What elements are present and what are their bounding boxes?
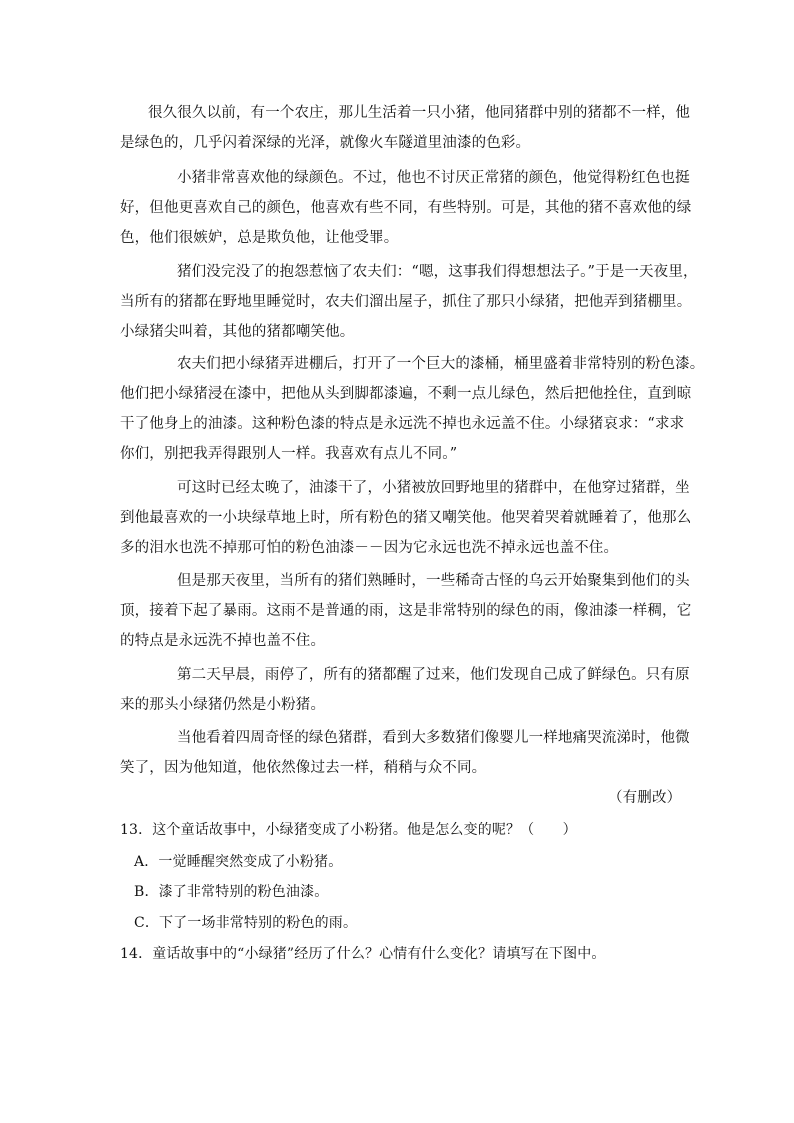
story-line: 多的泪水也洗不掉那可怕的粉色油漆－－因为它永远也洗不掉永远也盖不住。: [120, 540, 619, 556]
story-line: 的特点是永远洗不掉也盖不住。: [120, 633, 326, 649]
story-line: 小绿猪尖叫着，其他的猪都嘲笑他。: [120, 324, 355, 340]
question-13: 13．这个童话故事中，小绿猪变成了小粉猪。他是怎么变的呢？（ ）: [120, 822, 577, 838]
story-line: 色，他们很嫉妒，总是欺负他，让他受罪。: [120, 230, 399, 246]
question-13-option-c: C．下了一场非常特别的粉色的雨。: [134, 915, 358, 931]
story-line: 很久很久以前，有一个农庄，那儿生活着一只小猪，他同猪群中别的猪都不一样，他: [148, 105, 691, 121]
question-13-option-b: B．漆了非常特别的粉色油漆。: [134, 884, 329, 900]
story-line: 猪们没完没了的抱怨惹恼了农夫们：“嗯，这事我们得想想法子。”于是一天夜里，: [177, 264, 698, 280]
story-line: 好，但他更喜欢自己的颜色，他喜欢有些不同，有些特别。可是，其他的猪不喜欢他的绿: [120, 200, 692, 216]
story-line: 农夫们把小绿猪弄进棚后，打开了一个巨大的漆桶，桶里盛着非常特别的粉色漆。: [177, 356, 705, 372]
question-13-option-a: A．一觉睡醒突然变成了小粉猪。: [134, 854, 343, 870]
story-line: 小猪非常喜欢他的绿颜色。不过，他也不讨厌正常猪的颜色，他觉得粉红色也挺: [177, 170, 690, 186]
story-line: 是绿色的，几乎闪着深绿的光泽，就像火车隧道里油漆的色彩。: [120, 135, 531, 151]
story-line: 来的那头小绿猪仍然是小粉猪。: [120, 697, 326, 713]
question-14: 14．童话故事中的“小绿猪”经历了什么？心情有什么变化？请填写在下图中。: [120, 946, 606, 962]
story-line: 但是那天夜里，当所有的猪们熟睡时，一些稀奇古怪的乌云开始聚集到他们的头: [177, 573, 690, 589]
story-line: 第二天早晨，雨停了，所有的猪都醒了过来，他们发现自己成了鲜绿色。只有原: [177, 667, 690, 683]
story-line: 当他看着四周奇怪的绿色猪群，看到大多数猪们像婴儿一样地痛哭流涕时，他微: [177, 730, 690, 746]
story-line: 到他最喜欢的一小块绿草地上时，所有粉色的猪又嘲笑他。他哭着哭着就睡着了，他那么: [120, 510, 692, 526]
story-line: 他们把小绿猪浸在漆中，把他从头到脚都漆遍，不剩一点儿绿色，然后把他拴住，直到晾: [120, 386, 692, 402]
source-note: （有删改）: [608, 790, 682, 806]
story-line: 可这时已经太晚了，油漆干了，小猪被放回野地里的猪群中，在他穿过猪群，坐: [177, 480, 690, 496]
story-line: 笑了，因为他知道，他依然像过去一样，稍稍与众不同。: [120, 760, 487, 776]
story-line: 干了他身上的油漆。这种粉色漆的特点是永远洗不掉也永远盖不住。小绿猪哀求：“求求: [120, 416, 685, 432]
story-line: 顶，接着下起了暴雨。这雨不是普通的雨，这是非常特别的绿色的雨，像油漆一样稠，它: [120, 603, 692, 619]
story-line: 当所有的猪都在野地里睡觉时，农夫们溜出屋子，抓住了那只小绿猪，把他弄到猪棚里。: [120, 294, 692, 310]
story-line: 你们，别把我弄得跟别人一样。我喜欢有点儿不同。”: [120, 446, 458, 462]
